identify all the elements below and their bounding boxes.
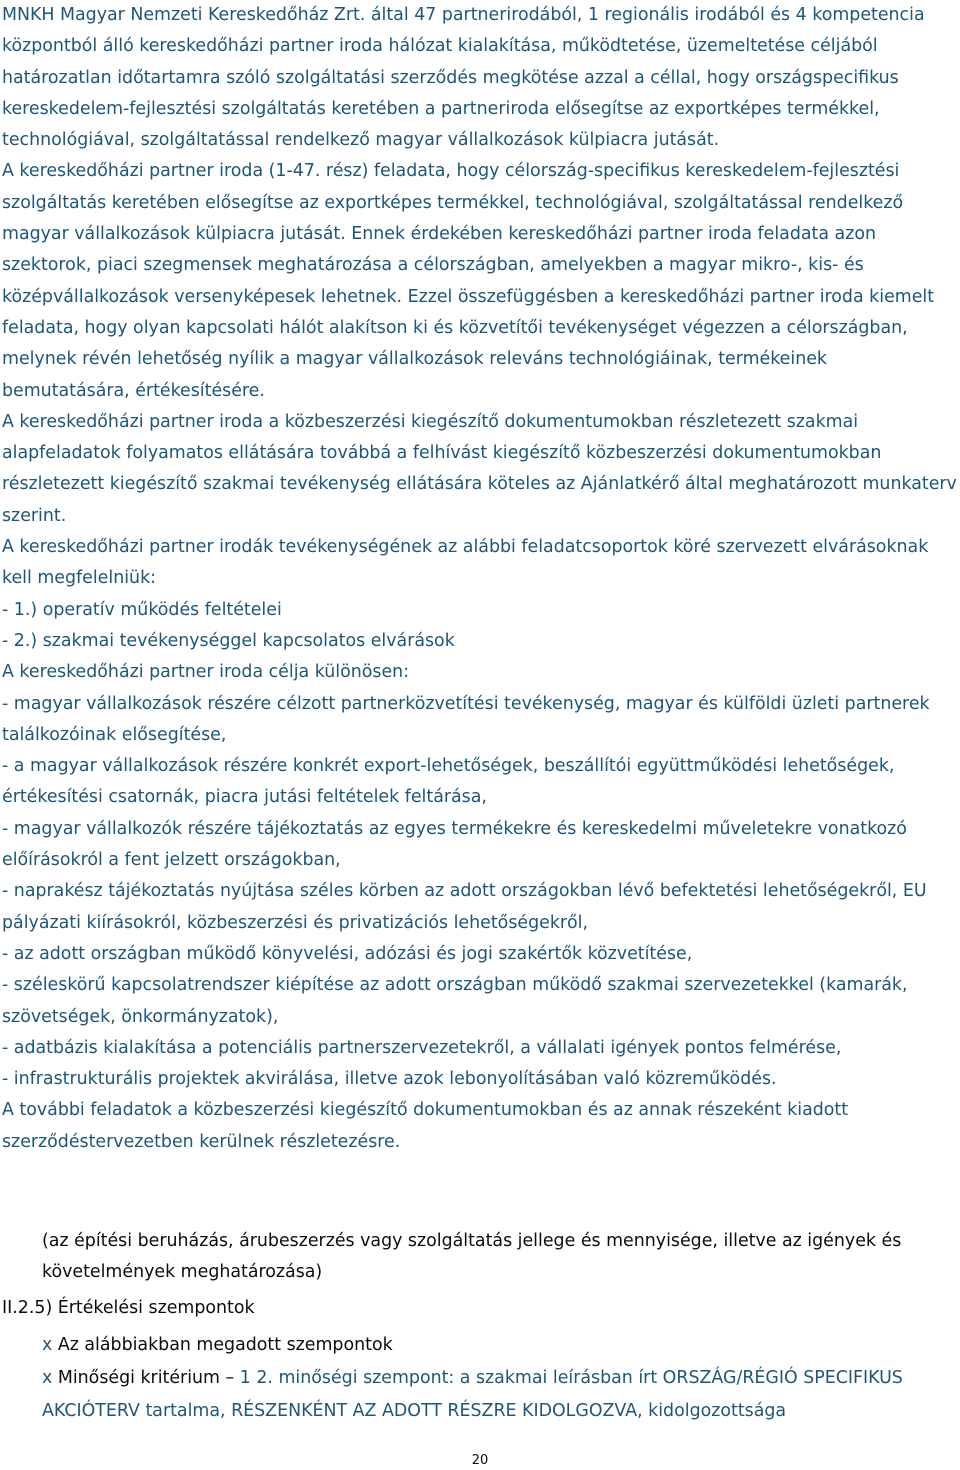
- evaluation-criteria: [42, 1329, 958, 1428]
- criteria-line-1: [42, 1329, 958, 1362]
- list-item-goal-8: - infrastrukturális projektek akvirálása, illetve azok lebonyolításában való közreműködés.: [2, 1069, 777, 1090]
- page-number: 20: [471, 1453, 489, 1468]
- section-heading: II.2.5) Értékelési szempontok: [2, 1298, 255, 1318]
- list-item-goal-6: - széleskörű kapcsolatrendszer kiépítése az adott országban működő szakmai szervezetekkel (kamarák, szövetségek, önkormányzatok),: [2, 975, 908, 1027]
- paragraph-obligations: A kereskedőházi partner iroda a közbeszerzési kiegészítő dokumentumokban részletezett szakmai alapfeladatok folyamatos ellátására továbbá a felhívást kiegészítő közbeszerzési dokumentumokban részletezett kiegészítő szakmai tevékenység ellátására köteles az Ajánlatkérő által meghatározott munkaterv szerint.: [2, 411, 957, 526]
- list-item-goal-1: - magyar vállalkozások részére célzott partnerközvetítési tevékenység, magyar és külföldi üzleti partnerek találkozóinak elősegítése,: [2, 693, 930, 745]
- list-item-goal-4: - naprakész tájékoztatás nyújtása széles körben az adott országokban lévő befektetési lehetőségekről, EU pályázati kiírásokról, közbeszerzési és privatizációs lehetőségekről,: [2, 881, 927, 933]
- list-item-operational: - 1.) operatív működés feltételei: [2, 599, 282, 620]
- criteria-line-2: [42, 1362, 958, 1428]
- criteria-marker-2: x: [42, 1368, 53, 1388]
- paragraph-goals-heading: A kereskedőházi partner iroda célja különösen:: [2, 662, 410, 683]
- paragraph-further-tasks: A további feladatok a közbeszerzési kiegészítő dokumentumokban és az annak részeként kiadott szerződéstervezetben kerülnek részletezésre.: [2, 1100, 849, 1152]
- scope-note: (az építési beruházás, árubeszerzés vagy szolgáltatás jellege és mennyisége, illetve az igények és követelmények meghatározása): [42, 1231, 902, 1283]
- paragraph-intro: MNKH Magyar Nemzeti Kereskedőház Zrt. által 47 partnerirodából, 1 regionális irodából és 4 kompetencia központból álló kereskedőházi partner iroda hálózat kialakítása, működtetése, üzemeltetése céljából határozatlan időtartamra szóló szolgáltatási szerződés megkötése azzal a céllal, hogy országspecifikus kereskedelem-fejlesztési szolgáltatás keretében a partneriroda elősegítse az exportképes termékkel, technológiával, szolgáltatással rendelkező magyar vállalkozások külpiacra jutását.: [2, 5, 925, 151]
- list-item-goal-3: - magyar vállalkozók részére tájékoztatás az egyes termékekre és kereskedelmi műveletekre vonatkozó előírásokról a fent jelzett országokban,: [2, 818, 907, 871]
- criteria-label-quality: Minőségi kritérium: [57, 1368, 220, 1388]
- criteria-dash: –: [225, 1368, 235, 1388]
- paragraph-task-groups: A kereskedőházi partner irodák tevékenységének az alábbi feladatcsoportok köré szervezett elvárásoknak kell megfelelniük:: [2, 537, 929, 589]
- document-body: [2, 0, 958, 1158]
- criteria-marker-1: x: [42, 1335, 53, 1355]
- list-item-goal-7: - adatbázis kialakítása a potenciális partnerszervezetekről, a vállalati igények pontos felmérése,: [2, 1037, 842, 1058]
- list-item-professional: - 2.) szakmai tevékenységgel kapcsolatos elvárások: [2, 630, 455, 651]
- list-item-goal-2: - a magyar vállalkozások részére konkrét export-lehetőségek, beszállítói együttműködési lehetőségek, értékesítési csatornák, piacra jutási feltételek feltárása,: [2, 756, 895, 808]
- paragraph-partner-office-task: A kereskedőházi partner iroda (1-47. rész) feladata, hogy célország-specifikus kereskedelem-fejlesztési szolgáltatás keretében elősegítse az exportképes termékkel, technológiával, szolgáltatással rendelkező magyar vállalkozások külpiacra jutását. Ennek érdekében kereskedőházi partner iroda feladata azon szektorok, piaci szegmensek meghatározása a célországban, amelyekben a magyar mikro-, kis- és középvállalkozások versenyképesek lehetnek. Ezzel összefüggésben a kereskedőházi partner iroda kiemelt feladata, hogy olyan kapcsolati hálót alakítson ki és közvetítői tevékenységet végezzen a célországban, melynek révén lehetőség nyílik a magyar vállalkozások releváns technológiáinak, termékeinek bemutatására, értékesítésére.: [2, 161, 935, 401]
- criteria-text-1: Az alábbiakban megadott szempontok: [57, 1335, 393, 1355]
- list-item-goal-5: - az adott országban működő könyvelési, adózási és jogi szakértők közvetítése,: [2, 943, 693, 964]
- criteria-text-2: 1 2. minőségi szempont: a szakmai leírásban írt ORSZÁG/RÉGIÓ SPECIFIKUS AKCIÓTERV tartalma, RÉSZENKÉNT AZ ADOTT RÉSZRE KIDOLGOZVA, kidolgozottsága: [42, 1368, 903, 1421]
